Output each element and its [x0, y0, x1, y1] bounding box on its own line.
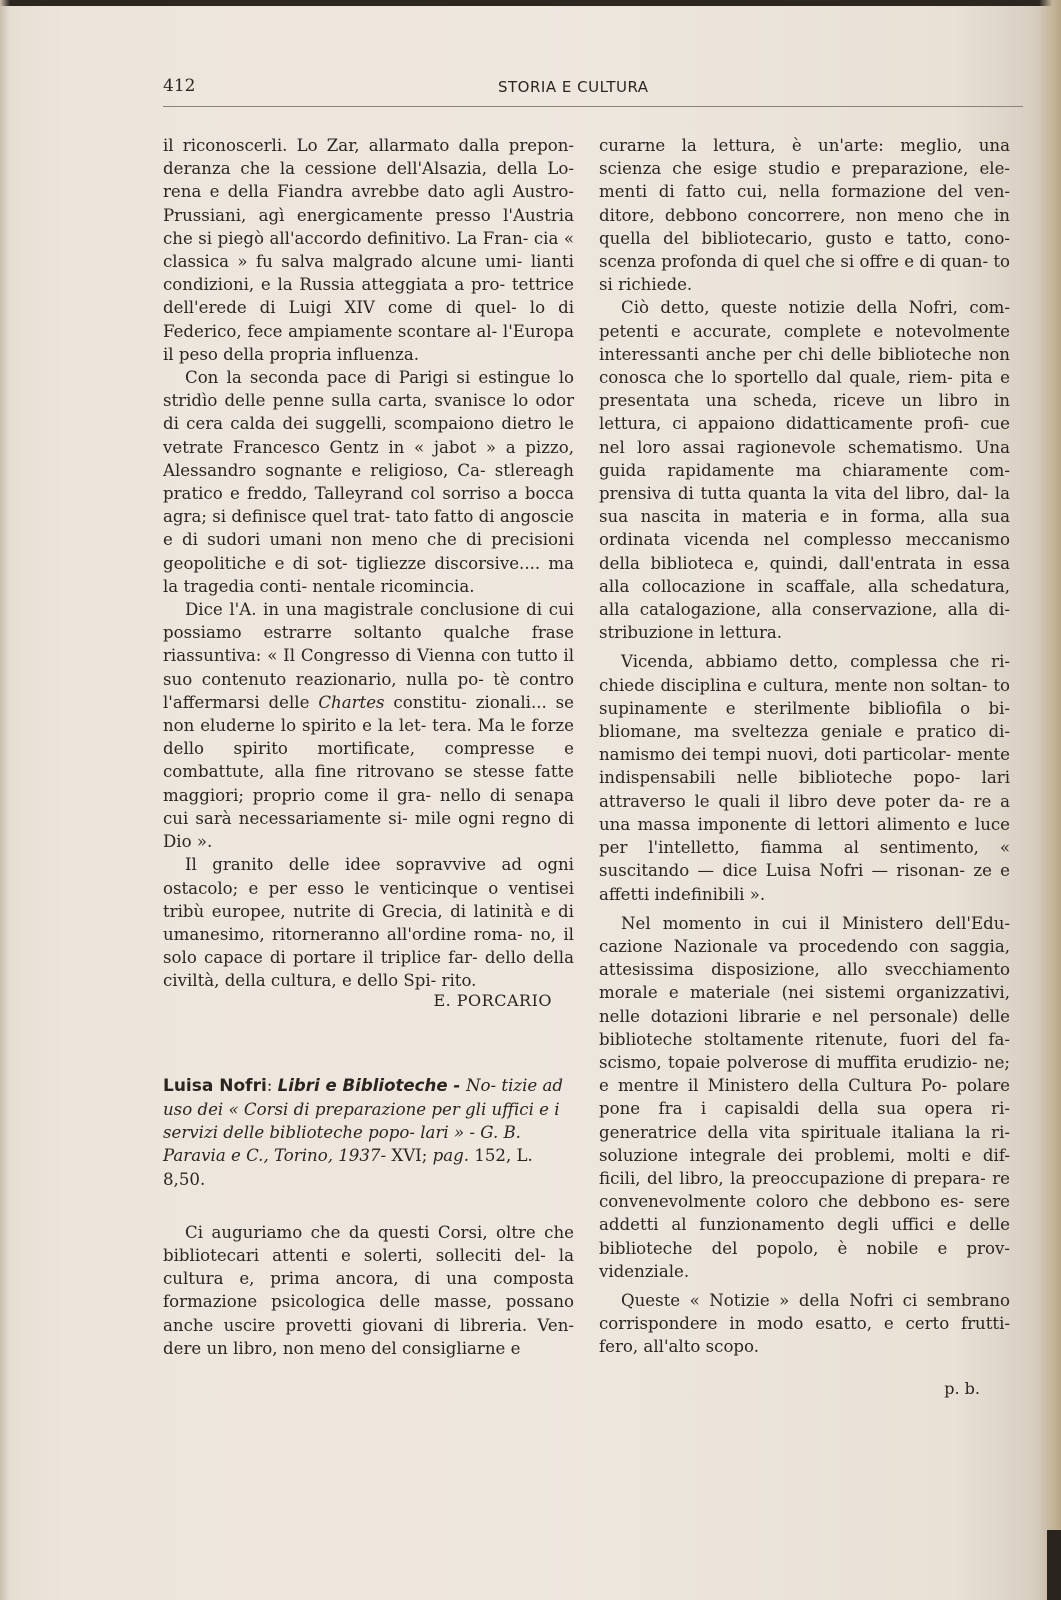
left-column: [163, 134, 574, 1360]
review-heading: [163, 1074, 574, 1191]
paragraph: il riconoscerli. Lo Zar, allarmato dalla prepon- deranza che la cessione dell'Alsazia, della Lo- rena e della Fiandra avrebbe dato agli Austro- Prussiani, agì energicamente presso l'Austria che si piegò all'accordo definitivo. La Fran- cia « classica » fu salva malgrado alcune umi- lianti condizioni, e la Russia atteggiata a pro- tettrice dell'erede di Luigi XIV come di quel- lo di Federico, fece ampiamente scontare al- l'Europa il peso della propria influenza.: [163, 136, 574, 364]
italic-term: Chartes: [318, 692, 385, 712]
text-run: Dice l'A. in una magistrale conclusione di cui possiamo estrarre soltanto qualche frase riassuntiva: « Il Congresso di Vienna con tutto il suo contenuto reazionario, nulla po- tè contro l'affermarsi delle: [163, 600, 574, 712]
paragraph: Il granito delle idee sopravvive ad ogni ostacolo; e per esso le venticinque o ventisei tribù europee, nutrite di Grecia, di latinità e di umanesimo, ritorneranno all'ordine roma- no, il solo capace di portare il triplice far- dello della civiltà, della cultura, e dello Spi- rito.: [163, 855, 574, 991]
paragraph: Nel momento in cui il Ministero dell'Edu- cazione Nazionale va procedendo con saggia, attesissima disposizione, allo svecchiamento morale e materiale (nei sistemi organizzativi, nelle dotazioni librarie e nel personale) delle biblioteche stoltamente ritenute, fuori del fa- scismo, topaie polverose di muffita erudizio- ne; e mentre il Ministero della Cultura Po- polare pone fra i capisaldi della sua opera ri- generatrice della vita spirituale italiana la ri- soluzione integrale dei problemi, molti e dif- ficili, del libro, la preoccupazione di prepara- re convenevolmente coloro che debbono es- sere addetti al funzionamento degli uffici e delle biblioteche del popolo, è nobile e prov- videnziale.: [599, 913, 1010, 1281]
paragraph: Ciò detto, queste notizie della Nofri, com- petenti e accurate, complete e notevolmente interessanti anche per chi delle biblioteche non conosca che lo sportello dal quale, riem- pita e presentata una scheda, riceve un libro in lettura, ci appaiono didatticamente profi- cue nel loro assai ragionevole schematismo. Una guida rapidamente ma chiaramente com- prensiva di tutta quanta la vita del libro, dal- la sua nascita in materia e in forma, alla sua ordinata vicenda nel complesso meccanismo della biblioteca e, quindi, dall'entrata in essa alla collocazione in scaffale, alla schedatura, alla catalogazione, alla conservazione, alla di- stribuzione in lettura.: [599, 298, 1010, 643]
running-title: STORIA E CULTURA: [498, 78, 649, 96]
text-run: constitu- zionali... se non eluderne lo spirito e la let- tera. Ma le forze dello spirito mortificate, compresse e combattute, alla fine ritrovano se stesse fatte maggiori; proprio come il gra- nello di senapa cui sarà necessariamente si- mile ogni regno di Dio ».: [163, 692, 574, 852]
paragraph: Ci auguriamo che da questi Corsi, oltre che bibliotecari attenti e solerti, solleciti del- la cultura e, prima ancora, di una composta formazione psicologica delle masse, possano anche uscire provetti giovani di libreria. Ven- dere un libro, non meno del consigliarne e: [163, 1222, 574, 1358]
review-book-details: No- tizie ad uso dei « Corsi di preparazione per gli uffici e i servizi delle biblioteche popo- lari » - G. B. Paravia e C., Torino, 1937-: [163, 1075, 564, 1166]
text-run: pag.: [432, 1146, 470, 1166]
scan-right-edge: [1039, 0, 1061, 1600]
author-signature: E. PORCARIO: [433, 990, 552, 1010]
paragraph: curarne la lettura, è un'arte: meglio, una scienza che esige studio e preparazione, ele- menti di fatto cui, nella formazione del ven- ditore, debbono concorrere, non meno che in quella del bibliotecario, gusto e tatto, cono- scenza profonda di quel che si offre e di quan- to si richiede.: [599, 136, 1011, 295]
scan-left-edge: [0, 0, 10, 1600]
review-book-title: Libri e Biblioteche -: [277, 1075, 467, 1095]
paragraph: Queste « Notizie » della Nofri ci sembrano corrispondere in modo esatto, e certo frutti- fero, all'alto scopo.: [599, 1290, 1010, 1357]
page-number: 412: [163, 76, 196, 96]
right-column: [599, 134, 1010, 1400]
header-rule: [163, 106, 1023, 107]
paragraph: Con la seconda pace di Parigi si estingue lo stridìo delle penne sulla carta, svanisce lo odor di cera calda dei suggelli, scompaiono dietro le vetrate Francesco Gentz in « jabot » a pizzo, Alessandro sognante e religioso, Ca- stlereagh pratico e freddo, Talleyrand col sorriso a bocca agra; si definisce quel trat- tato fatto di angoscie e di sudori umani non meno che di precisioni geopolitiche e di sot- tigliezze discorsive.... ma la tragedia conti- nentale ricomincia.: [163, 368, 574, 596]
reviewer-initials: p. b.: [944, 1378, 980, 1398]
paragraph-quote: [163, 598, 574, 853]
review-sep: :: [266, 1075, 278, 1095]
scan-corner: [1047, 1530, 1061, 1600]
text-run: 152, L. 8,50.: [163, 1146, 533, 1189]
text-run: XVI;: [391, 1146, 433, 1166]
spacer: [163, 1012, 574, 1074]
review-author: Luisa Nofri: [163, 1075, 267, 1096]
paragraph: Vicenda, abbiamo detto, complessa che ri- chiede disciplina e cultura, mente non soltan- to supinamente e sterilmente bibliofila o bi- bliomane, ma sveltezza geniale e pratico di- namismo dei tempi nuovi, doti particolar- mente indispensabili nelle biblioteche popo- lari attraverso le quali il libro deve poter da- re a una massa imponente di lettori alimento e luce per l'intelletto, fiamma al sentimento, « suscitando — dice Luisa Nofri — risonan- ze e affetti indefinibili ».: [599, 652, 1010, 904]
page-header: [163, 74, 1023, 98]
spacer: [163, 1191, 574, 1221]
scan-top-edge: [0, 0, 1061, 6]
